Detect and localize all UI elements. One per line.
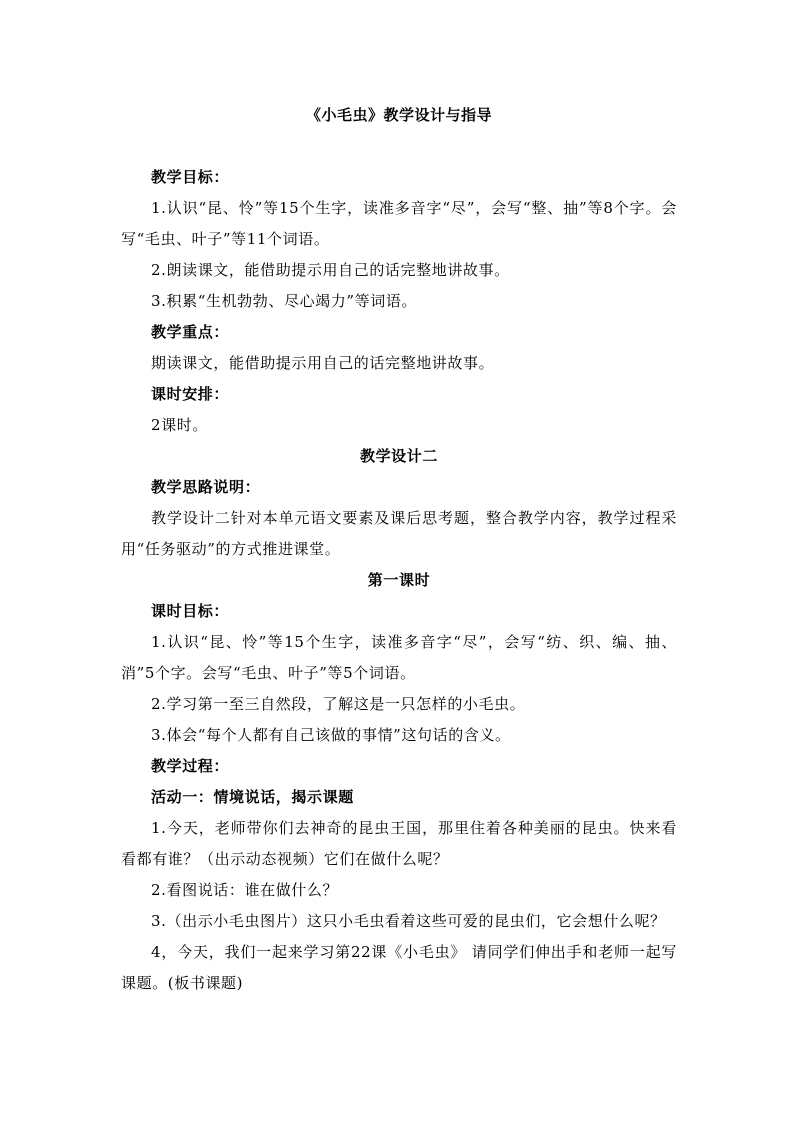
heading-lesson-goals: 课时目标： xyxy=(151,602,230,620)
heading-activity-one: 活动一：情境说话，揭示课题 xyxy=(151,788,354,806)
process-item-3: 3.（出示小毛虫图片）这只小毛虫看着这些可爱的昆虫们，它会想什么呢？ xyxy=(151,912,666,930)
heading-design-explanation: 教学思路说明： xyxy=(151,478,261,496)
process-item-4: 4，今天，我们一起来学习第22课《小毛虫》 请同学们伸出手和老师一起写课题。(板书课题) xyxy=(121,943,677,992)
lesson-goal-item-3: 3.体会“每个人都有自己该做的事情”这句话的含义。 xyxy=(151,726,511,744)
lesson-goal-item-2: 2.学习第一至三自然段，了解这是一只怎样的小毛虫。 xyxy=(151,695,526,713)
document-body xyxy=(121,100,677,999)
process-item-2: 2.看图说话：谁在做什么？ xyxy=(151,881,339,899)
heading-teaching-goals: 教学目标： xyxy=(151,168,230,186)
section-title-first-lesson: 第一课时 xyxy=(367,571,431,589)
section-title-design-two: 教学设计二 xyxy=(359,447,438,465)
schedule-text: 2课时。 xyxy=(151,416,208,434)
goal-item-1: 1.认识“昆、怜”等15个生字，读准多音字“尽”，会写“整、抽”等8个字。会写“毛虫、叶子”等11个词语。 xyxy=(121,199,677,248)
goal-item-3: 3.积累“生机勃勃、尽心竭力”等词语。 xyxy=(151,292,418,310)
heading-teaching-focus: 教学重点： xyxy=(151,323,230,341)
process-item-1: 1.今天，老师带你们去神奇的昆虫王国，那里住着各种美丽的昆虫。快来看看都有谁？（出示动态视频）它们在做什么呢？ xyxy=(121,819,677,868)
goal-item-2: 2.朗读课文，能借助提示用自己的话完整地讲故事。 xyxy=(151,261,510,279)
lesson-goal-item-1: 1.认识“昆、怜”等15个生字，读准多音字“尽”，会写“纺、织、编、抽、消”5个字。会写“毛虫、叶子”等5个词语。 xyxy=(121,633,677,682)
design-explanation-text: 教学设计二针对本单元语文要素及课后思考题，整合教学内容，教学过程采用“任务驱动”的方式推进课堂。 xyxy=(121,509,677,558)
heading-class-schedule: 课时安排： xyxy=(151,385,230,403)
document-title: 《小毛虫》教学设计与指导 xyxy=(305,106,492,124)
focus-text: 期读课文，能借助提示用自己的话完整地讲故事。 xyxy=(151,354,495,372)
heading-teaching-process: 教学过程： xyxy=(151,757,230,775)
